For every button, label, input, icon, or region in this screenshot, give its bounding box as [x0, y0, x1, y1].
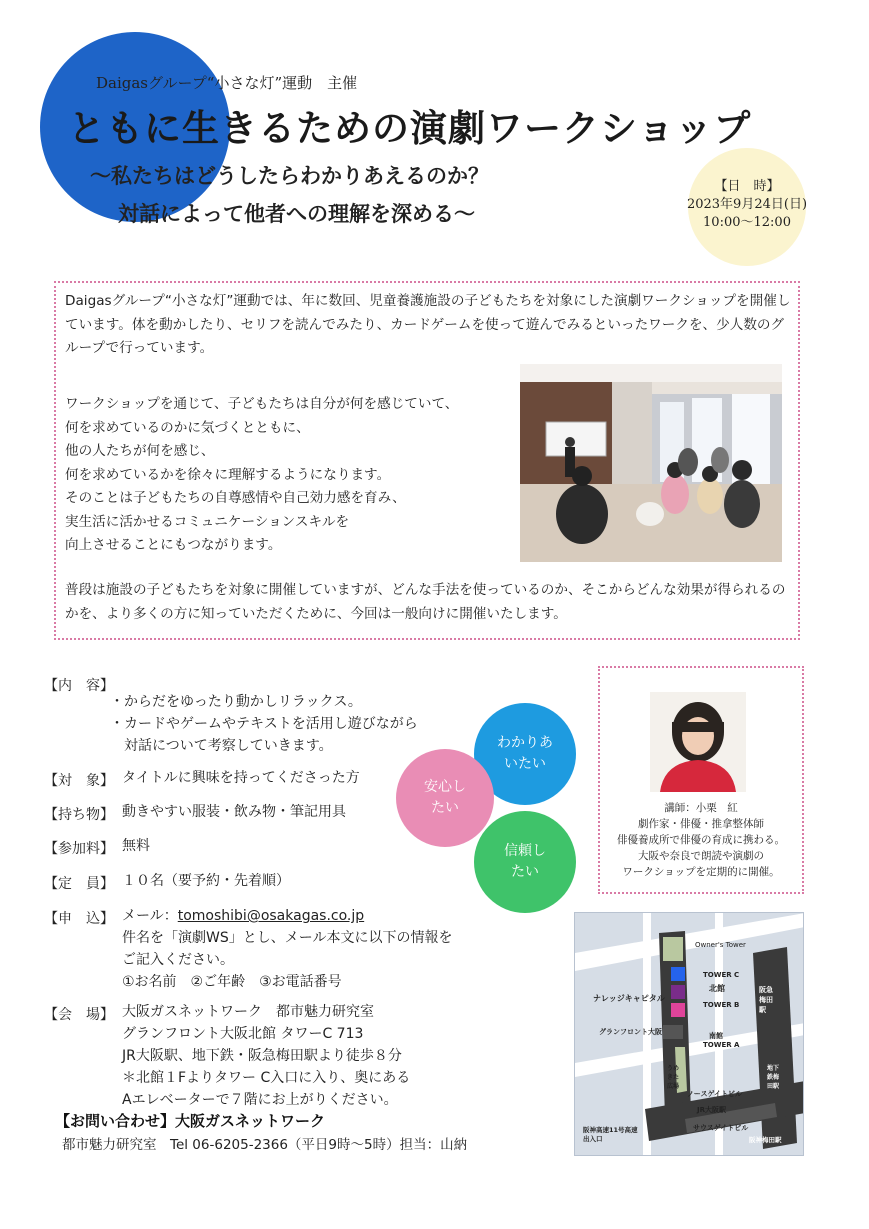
intro-line: 何を求めているかを徐々に理解するようになります。: [65, 466, 391, 483]
venue-line-1: 大阪ガスネットワーク 都市魅力研究室: [122, 1004, 374, 1020]
items-value: 動きやすい服装・飲み物・筆記用具: [122, 804, 346, 820]
instructor-photo: [650, 692, 746, 792]
fee-label: 【参加料】: [44, 841, 114, 857]
intro-line: 他の人たちが何を感じ、: [65, 443, 215, 459]
contact-org: 大阪ガスネットワーク: [175, 1112, 326, 1130]
bubble-reassured: [396, 749, 494, 847]
bubble-text: いたい: [504, 756, 546, 772]
map-label: 南館: [709, 1032, 723, 1040]
contact-heading-prefix: 【お問い合わせ】: [55, 1112, 176, 1130]
map-label: グランフロント大阪: [599, 1028, 662, 1036]
bubble-text: わかりあ: [497, 735, 553, 751]
intro-paragraph-2: [65, 393, 525, 558]
apply-line-1: 件名を「演劇WS」とし、メール本文に以下の情報を: [122, 930, 453, 946]
bubble-text: たい: [511, 864, 539, 880]
map-label: 阪神梅田駅: [749, 1136, 782, 1144]
subtitle-line-1: ～私たちはどうしたらわかりあえるのか？: [90, 164, 489, 188]
fee-value: 無料: [122, 838, 150, 854]
bubble-trust: [474, 811, 576, 913]
organizer-line: Daigasグループ“小さな灯”運動 主催: [96, 74, 358, 92]
date-label: 【日 時】: [714, 179, 780, 194]
instructor-name: 講師：小栗 紅: [664, 802, 738, 814]
apply-prefix: メール：: [122, 908, 178, 924]
instructor-bio-line: 劇作家・俳優・推拿整体師: [638, 818, 764, 830]
map-label: ノースゲイトビル: [687, 1090, 742, 1098]
intro-paragraph-3: 普段は施設の子どもたちを対象に開催していますが、どんな手法を使っているのか、そこからどんな効果が得られるのかを、より多くの方に知っていただくために、今回は一般向けに開催いたします。: [65, 582, 786, 622]
map-label: ナレッジキャピタル: [593, 994, 665, 1003]
map-label: TOWER B: [703, 1001, 740, 1009]
content-line-2: ・カードやゲームやテキストを活用し遊びながら: [110, 716, 418, 732]
items-label: 【持ち物】: [44, 807, 114, 823]
apply-line-2: ご記入ください。: [122, 952, 234, 968]
intro-line: 何を求めているのかに気づくとともに、: [65, 419, 310, 436]
bubble-text: たい: [431, 800, 459, 816]
venue-line-5: Aエレベーターで７階にお上がりください。: [122, 1092, 398, 1108]
subtitle-line-2: 対話によって他者への理解を深める～: [118, 202, 475, 226]
content-line-3: 対話について考察していきます。: [110, 738, 333, 754]
intro-line: 実生活に活かせるコミュニケーションスキルを: [65, 513, 350, 530]
map-label: 地下鉄梅田駅: [767, 1065, 780, 1090]
intro-paragraph-1: Daigasグループ“小さな灯”運動では、年に数回、児童養護施設の子どもたちを対象にした演劇ワークショップを開催しています。体を動かしたり、セリフを読んでみたり、カードゲームを使って遊んでみるといったワークを、少人数のグループで行っています。: [65, 293, 791, 356]
venue-label: 【会 場】: [44, 1007, 114, 1023]
content-label: 【内 容】: [44, 678, 114, 694]
capacity-value: １０名（要予約・先着順）: [122, 873, 290, 889]
map-label: 阪神高速11号高速出入口: [583, 1126, 638, 1143]
contact-heading: [55, 1110, 325, 1131]
capacity-label: 【定 員】: [44, 876, 114, 892]
date-day: 2023年9月24日(日): [686, 197, 808, 212]
page-title: ともに生きるための演劇ワークショップ: [68, 107, 752, 150]
intro-line: ワークショップを通じて、子どもたちは自分が何を感じていて、: [65, 396, 459, 412]
content-line-1: ・からだをゆったり動かしリラックス。: [110, 694, 362, 710]
venue-line-3: JR大阪駅、地下鉄・阪急梅田駅より徒歩８分: [122, 1048, 402, 1064]
contact-line: 都市魅力研究室 Tel 06-6205-2366（平日9時～5時）担当：山納: [62, 1137, 468, 1153]
map-label: JR大阪駅: [697, 1106, 726, 1114]
apply-label: 【申 込】: [44, 911, 114, 927]
map-label: うめきた広場: [667, 1065, 680, 1090]
map-label: TOWER A: [703, 1041, 740, 1049]
target-value: タイトルに興味を持ってくださった方: [122, 770, 360, 786]
bubble-text: 安心し: [424, 779, 466, 795]
instructor-bio-line: 俳優養成所で俳優の育成に携わる。: [617, 834, 785, 846]
instructor-bio: [600, 800, 802, 880]
apply-email-line: [122, 906, 364, 927]
venue-line-2: グランフロント大阪北館 タワーC 713: [122, 1026, 364, 1042]
instructor-bio-line: 大阪や奈良で朗読や演劇の: [638, 850, 764, 862]
map-label: サウスゲイトビル: [693, 1124, 749, 1132]
date-text: [672, 178, 822, 232]
intro-line: そのことは子どもたちの自尊感情や自己効力感を育み、: [65, 490, 406, 506]
workshop-photo: [520, 364, 782, 562]
bubble-text: 信頼し: [504, 843, 546, 859]
venue-map: [574, 912, 804, 1156]
target-label: 【対 象】: [44, 773, 114, 789]
map-label: TOWER C: [703, 971, 740, 979]
map-label: Owner's Tower: [695, 941, 746, 949]
intro-line: 向上させることにもつながります。: [65, 537, 282, 553]
instructor-bio-line: ワークショップを定期的に開催。: [622, 866, 780, 878]
map-label: 阪急梅田駅: [759, 986, 773, 1014]
map-label: 北館: [709, 984, 725, 993]
venue-line-4: ＊北館１Fよりタワー C入口に入り、奥にある: [122, 1070, 411, 1086]
email-link[interactable]: tomoshibi@osakagas.co.jp: [177, 908, 365, 924]
date-time: 10:00～12:00: [703, 215, 791, 230]
apply-line-3: ①お名前 ②ご年齢 ③お電話番号: [122, 974, 342, 990]
